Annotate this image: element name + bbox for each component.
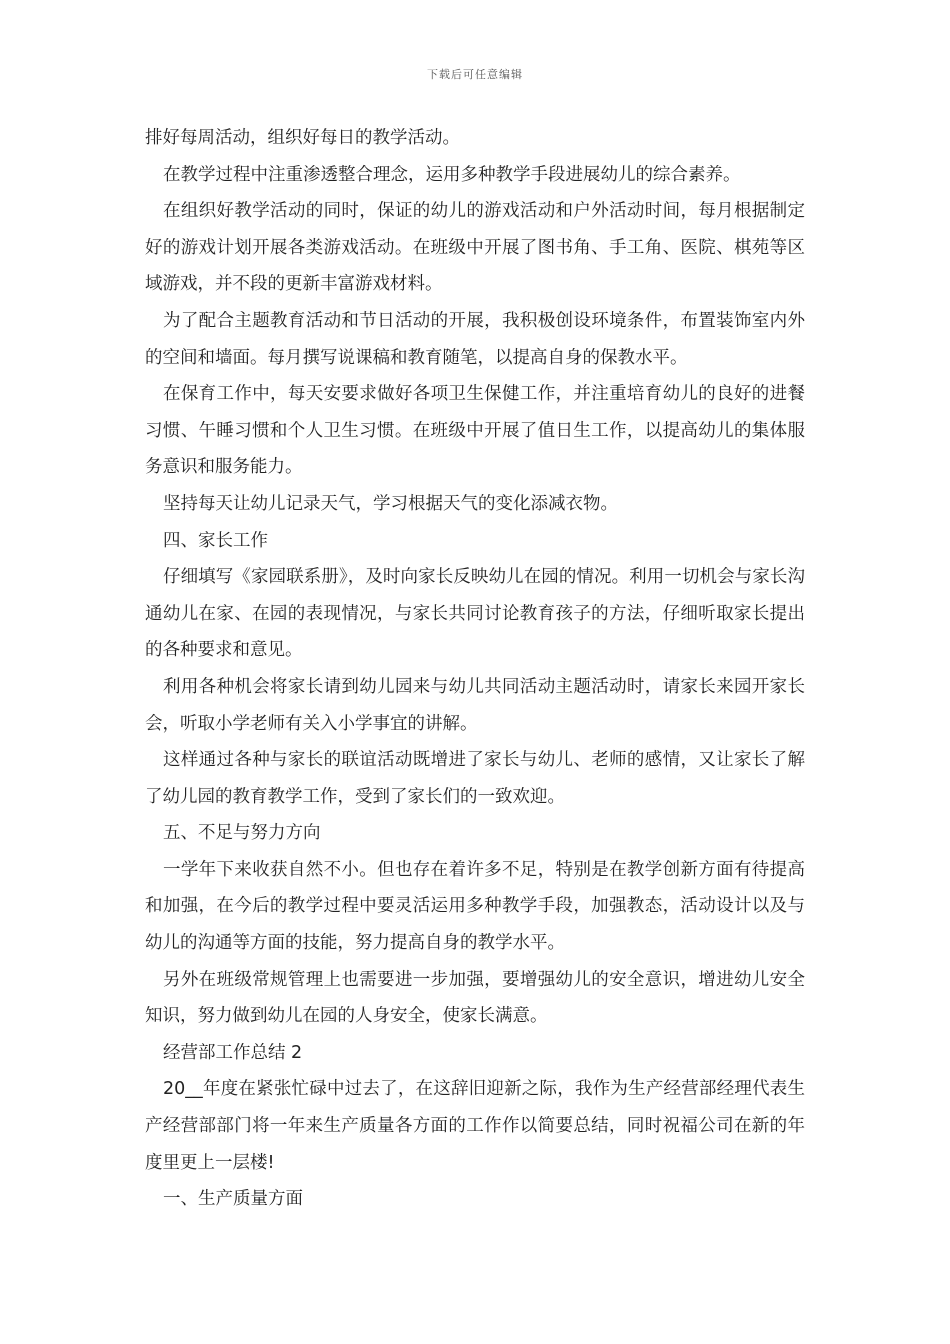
paragraph: 20__年度在紧张忙碌中过去了，在这辞旧迎新之际，我作为生产经营部经理代表生产经营部部门将一年来生产质量各方面的工作作以简要总结，同时祝福公司在新的年度里更上一层楼! (145, 1079, 805, 1173)
paragraph: 一学年下来收获自然不小。但也存在着许多不足，特别是在教学创新方面有待提高和加强，在今后的教学过程中要灵活运用多种教学手段，加强教态，活动设计以及与幼儿的沟通等方面的技能，努力提高自身的教学水平。 (145, 859, 805, 954)
paragraph: 仔细填写《家园联系册》，及时向家长反映幼儿在园的情况。利用一切机会与家长沟通幼儿在家、在园的表现情况，与家长共同讨论教育孩子的方法，仔细听取家长提出的各种要求和意见。 (145, 567, 805, 661)
section-heading: 一、生产质量方面 (163, 1189, 303, 1210)
paragraph: 在保育工作中，每天安要求做好各项卫生保健工作，并注重培育幼儿的良好的进餐习惯、午睡习惯和个人卫生习惯。在班级中开展了值日生工作，以提高幼儿的集体服务意识和服务能力。 (145, 384, 805, 478)
paragraph: 坚持每天让幼儿记录天气，学习根据天气的变化添减衣物。 (163, 493, 618, 514)
paragraph: 这样通过各种与家长的联谊活动既增进了家长与幼儿、老师的感情，又让家长了解了幼儿园的教育教学工作，受到了家长们的一致欢迎。 (145, 750, 805, 807)
paragraph: 为了配合主题教育活动和节日活动的开展，我积极创设环境条件，布置装饰室内外的空间和墙面。每月撰写说课稿和教育随笔，以提高自身的保教水平。 (145, 310, 805, 368)
paragraph: 利用各种机会将家长请到幼儿园来与幼儿共同活动主题活动时，请家长来园开家长会，听取小学老师有关入小学事宜的讲解。 (145, 676, 805, 734)
page-header: 下载后可任意编辑 (427, 68, 523, 81)
paragraph: 另外在班级常规管理上也需要进一步加强，要增强幼儿的安全意识，增进幼儿安全知识，努力做到幼儿在园的人身安全，使家长满意。 (145, 969, 805, 1027)
paragraph: 在组织好教学活动的同时，保证的幼儿的游戏活动和户外活动时间，每月根据制定好的游戏计划开展各类游戏活动。在班级中开展了图书角、手工角、医院、棋苑等区域游戏，并不段的更新丰富游戏材料。 (145, 201, 805, 295)
section-heading: 四、家长工作 (163, 530, 268, 551)
document-title: 经营部工作总结 2 (163, 1042, 303, 1063)
section-heading: 五、不足与努力方向 (163, 823, 321, 844)
paragraph: 排好每周活动，组织好每日的教学活动。 (145, 128, 460, 148)
document-body (145, 120, 805, 1218)
paragraph: 在教学过程中注重渗透整合理念，运用多种教学手段进展幼儿的综合素养。 (163, 164, 741, 185)
